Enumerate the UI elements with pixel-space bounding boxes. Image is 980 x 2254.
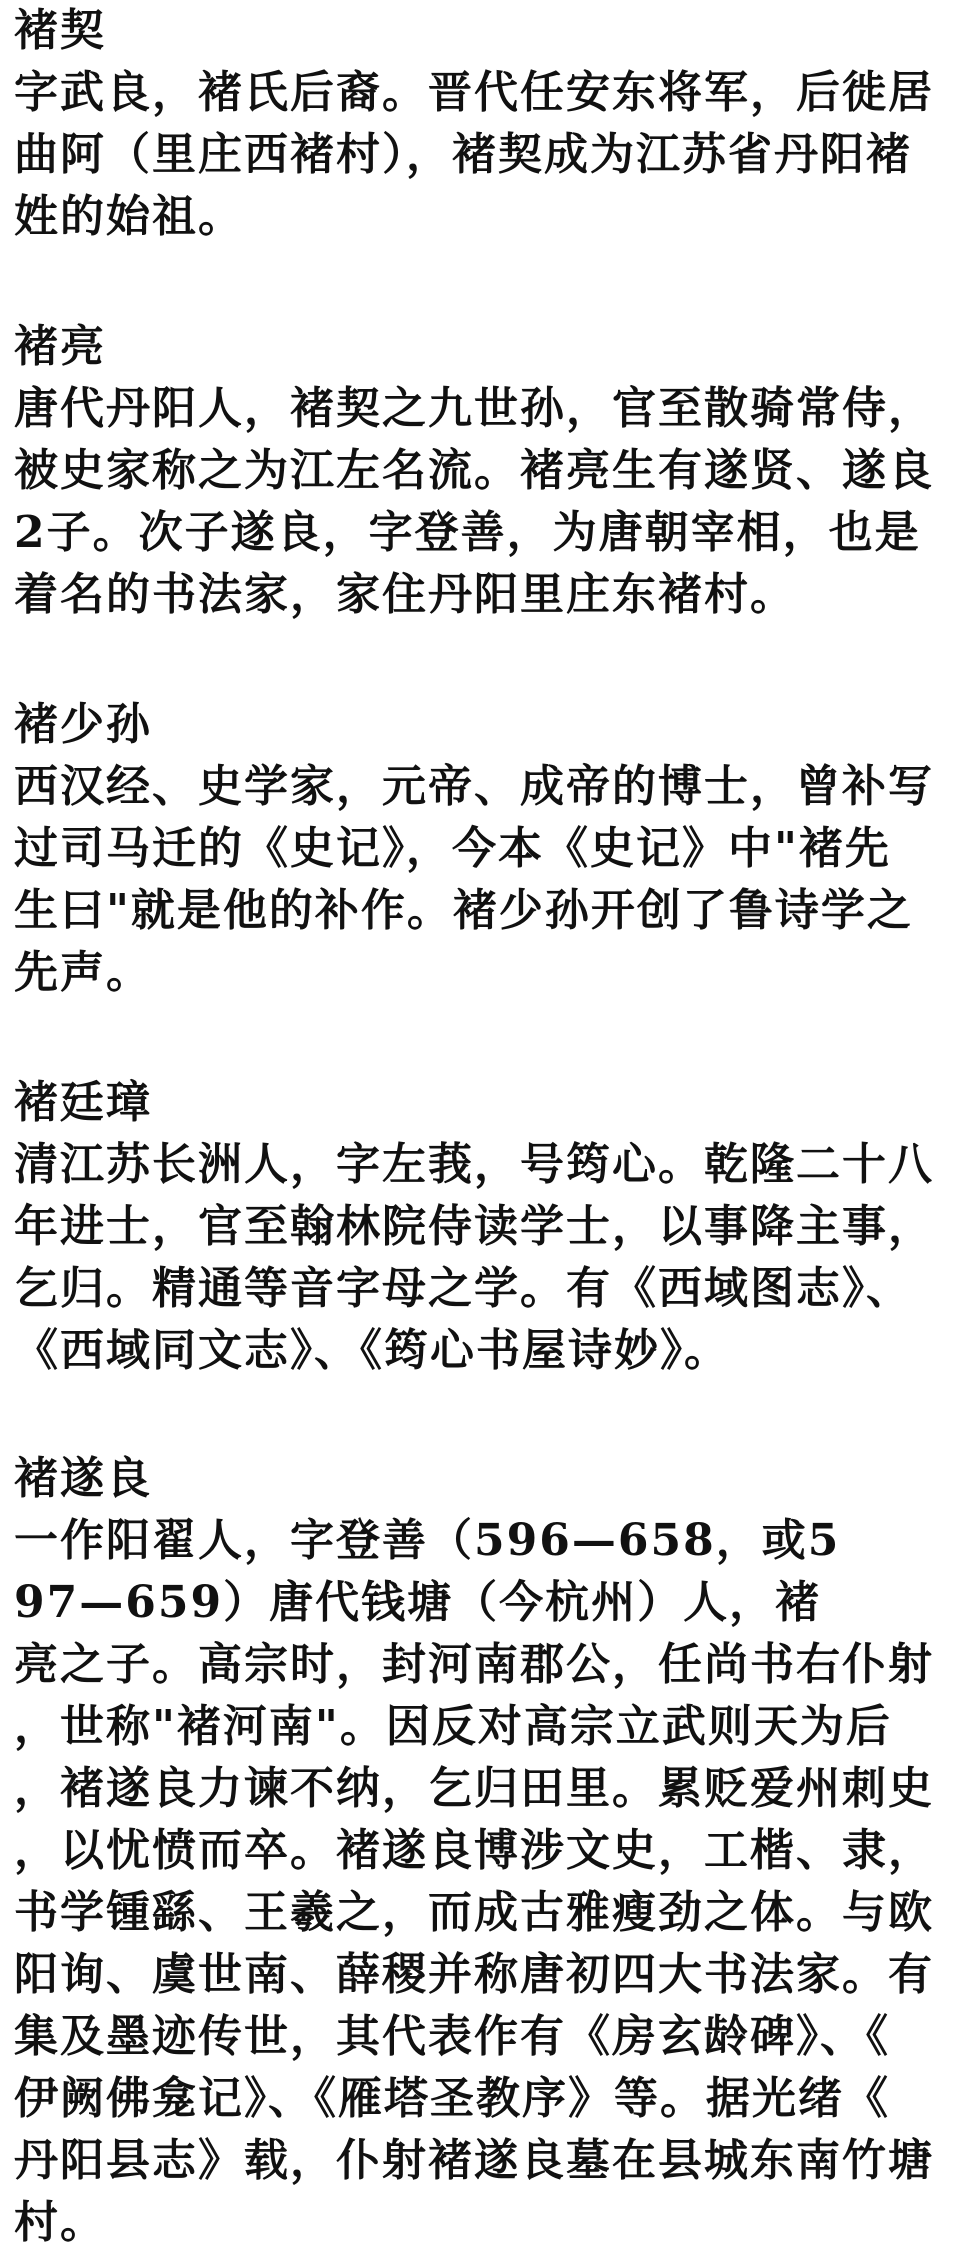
entry-text-line: 先声。	[14, 947, 152, 998]
entry-text-line: 曲阿（里庄西褚村），褚契成为江苏省丹阳褚	[14, 129, 912, 180]
entry-title: 褚遂良	[14, 1453, 152, 1504]
entry-chu-suiliang	[14, 1448, 964, 2254]
entry-text-line: 西汉经、史学家，元帝、成帝的博士，曾补写	[14, 761, 934, 812]
entry-title: 褚契	[14, 5, 106, 56]
entry-chu-liang	[14, 316, 964, 626]
entry-text-line: ，以忧愤而卒。褚遂良博涉文史，工楷、隶，	[14, 1825, 934, 1876]
entry-text-line: 一作阳翟人，字登善（596—658，或5	[14, 1515, 841, 1566]
entry-text-line: ，世称"褚河南"。因反对高宗立武则天为后	[14, 1701, 892, 1752]
entry-text-line: 字武良，褚氏后裔。晋代任安东将军，后徙居	[14, 67, 934, 118]
entry-title: 褚亮	[14, 321, 106, 372]
entry-text-line: 《西域同文志》、《筠心书屋诗妙》。	[14, 1325, 730, 1376]
entry-text-line: ，褚遂良力谏不纳，乞归田里。累贬爱州刺史	[14, 1763, 934, 1814]
entry-text-line: 2子。次子遂良，字登善，为唐朝宰相，也是	[14, 507, 921, 558]
entry-text-line: 村。	[14, 2197, 106, 2248]
entry-text-line: 姓的始祖。	[14, 191, 244, 242]
entry-text-line: 被史家称之为江左名流。褚亮生有遂贤、遂良	[14, 445, 934, 496]
entry-title: 褚少孙	[14, 699, 152, 750]
entry-text-line: 亮之子。高宗时，封河南郡公，任尚书右仆射	[14, 1639, 934, 1690]
entry-text-line: 清江苏长洲人，字左莪，号筠心。乾隆二十八	[14, 1139, 934, 1190]
entry-text-line: 年进士，官至翰林院侍读学士，以事降主事，	[14, 1201, 934, 1252]
entry-text-line: 伊阙佛龛记》、《雁塔圣教序》等。据光绪《	[14, 2073, 890, 2124]
entry-text-line: 97—659）唐代钱塘（今杭州）人，褚	[14, 1577, 822, 1628]
entry-text-line: 乞归。精通等音字母之学。有《西域图志》、	[14, 1263, 912, 1314]
entry-chu-tingzhang	[14, 1072, 964, 1382]
entry-text-line: 生曰"就是他的补作。褚少孙开创了鲁诗学之	[14, 885, 913, 936]
entry-text-line: 过司马迁的《史记》，今本《史记》中"褚先	[14, 823, 891, 874]
entry-text-line: 阳询、虞世南、薛稷并称唐初四大书法家。有	[14, 1949, 934, 2000]
entry-chu-shaosun	[14, 694, 964, 1004]
entry-text-line: 着名的书法家，家住丹阳里庄东褚村。	[14, 569, 796, 620]
entry-text-line: 书学锺繇、王羲之，而成古雅瘦劲之体。与欧	[14, 1887, 934, 1938]
entry-text-line: 集及墨迹传世，其代表作有《房玄龄碑》、《	[14, 2011, 890, 2062]
entry-text-line: 丹阳县志》载，仆射褚遂良墓在县城东南竹塘	[14, 2135, 934, 2186]
entry-title: 褚廷璋	[14, 1077, 152, 1128]
entry-chu-qi	[14, 0, 964, 248]
entry-text-line: 唐代丹阳人，褚契之九世孙，官至散骑常侍，	[14, 383, 934, 434]
